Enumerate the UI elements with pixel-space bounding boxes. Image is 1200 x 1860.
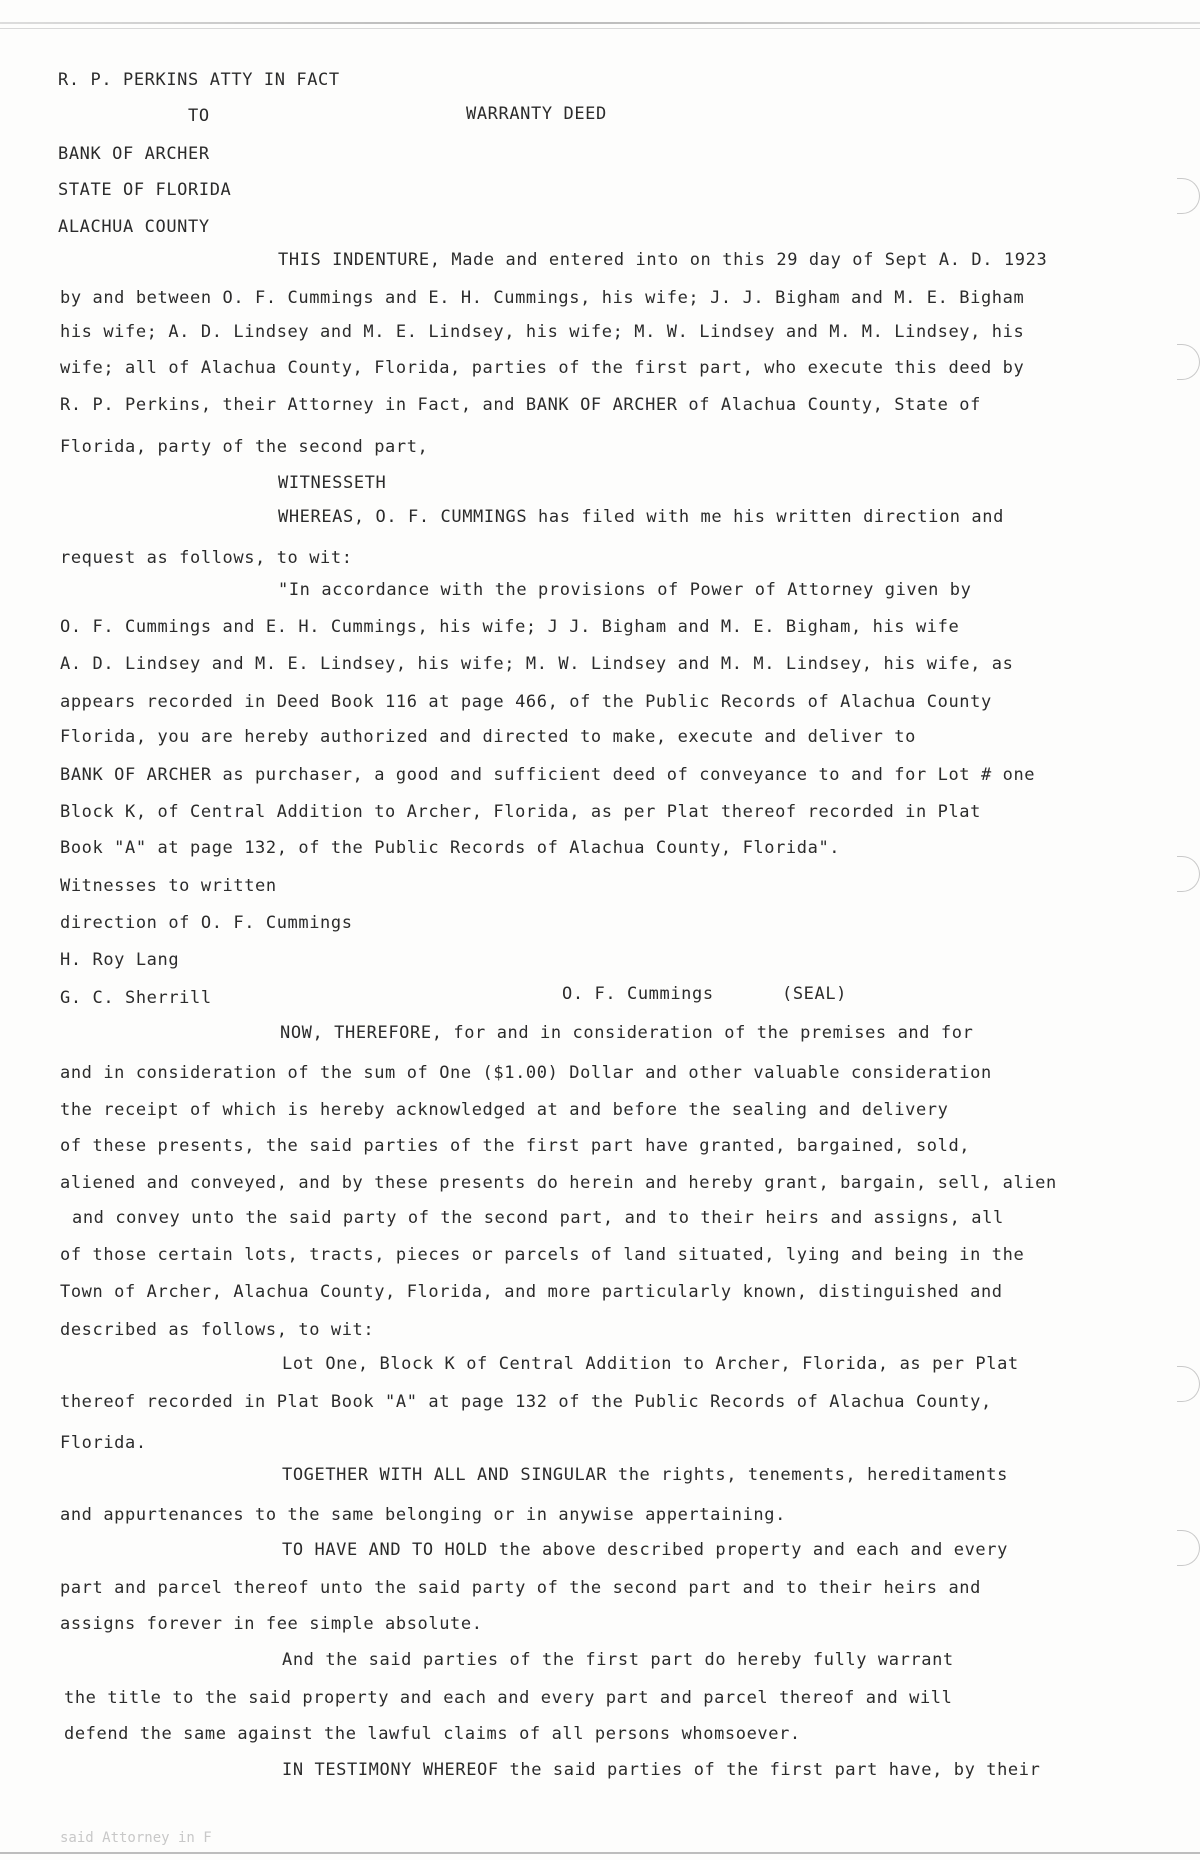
body-line: part and parcel thereof unto the said party of the second part and to their heirs and xyxy=(60,1578,981,1598)
body-line: IN TESTIMONY WHEREOF the said parties of the first part have, by their xyxy=(282,1760,1041,1780)
body-line: his wife; A. D. Lindsey and M. E. Lindsey, his wife; M. W. Lindsey and M. M. Lindsey, his xyxy=(60,322,1025,342)
body-line: Town of Archer, Alachua County, Florida, and more particularly known, distinguished and xyxy=(60,1282,1003,1302)
body-line: Florida, you are hereby authorized and directed to make, execute and deliver to xyxy=(60,727,916,747)
witness-label: Witnesses to written xyxy=(60,876,277,896)
body-line: A. D. Lindsey and M. E. Lindsey, his wife; M. W. Lindsey and M. M. Lindsey, his wife, as xyxy=(60,654,1014,674)
body-line: Florida. xyxy=(60,1433,147,1453)
page-bottom-edge xyxy=(0,1852,1200,1854)
state-heading: STATE OF FLORIDA xyxy=(58,180,232,200)
body-line: wife; all of Alachua County, Florida, parties of the first part, who execute this deed by xyxy=(60,358,1025,378)
page-top-edge-shadow xyxy=(0,28,1200,29)
body-line: the title to the said property and each and every part and parcel thereof and will xyxy=(64,1688,953,1708)
punch-hole xyxy=(1177,856,1200,892)
punch-hole xyxy=(1177,1530,1200,1566)
punch-hole xyxy=(1177,178,1200,214)
body-line: THIS INDENTURE, Made and entered into on this 29 day of Sept A. D. 1923 xyxy=(278,250,1048,270)
body-line: assigns forever in fee simple absolute. xyxy=(60,1614,483,1634)
body-line: WHEREAS, O. F. CUMMINGS has filed with me his written direction and xyxy=(278,507,1004,527)
deed-type-heading: WARRANTY DEED xyxy=(466,104,607,124)
faint-footer-text: said Attorney in F xyxy=(60,1830,212,1846)
body-line: request as follows, to wit: xyxy=(60,548,353,568)
page-top-edge xyxy=(0,22,1200,24)
to-heading: TO xyxy=(188,106,210,126)
body-line: BANK OF ARCHER as purchaser, a good and sufficient deed of conveyance to and for Lot # one xyxy=(60,765,1036,785)
body-line: TOGETHER WITH ALL AND SINGULAR the rights, tenements, hereditaments xyxy=(282,1465,1008,1485)
body-line: Lot One, Block K of Central Addition to Archer, Florida, as per Plat xyxy=(282,1354,1019,1374)
body-line: "In accordance with the provisions of Power of Attorney given by xyxy=(278,580,972,600)
county-heading: ALACHUA COUNTY xyxy=(58,217,210,237)
body-line: and convey unto the said party of the second part, and to their heirs and assigns, all xyxy=(72,1208,1004,1228)
punch-hole xyxy=(1177,1366,1200,1402)
body-line: TO HAVE AND TO HOLD the above described property and each and every xyxy=(282,1540,1008,1560)
body-line: Block K, of Central Addition to Archer, Florida, as per Plat thereof recorded in Plat xyxy=(60,802,981,822)
body-line: defend the same against the lawful claims of all persons whomsoever. xyxy=(64,1724,801,1744)
witnesseth-heading: WITNESSETH xyxy=(278,473,387,493)
body-line: and in consideration of the sum of One ($1.00) Dollar and other valuable consideration xyxy=(60,1063,992,1083)
witness-label: direction of O. F. Cummings xyxy=(60,913,353,933)
body-line: the receipt of which is hereby acknowledged at and before the sealing and delivery xyxy=(60,1100,949,1120)
body-line: O. F. Cummings and E. H. Cummings, his wife; J J. Bigham and M. E. Bigham, his wife xyxy=(60,617,960,637)
body-line: of these presents, the said parties of the first part have granted, bargained, sold, xyxy=(60,1136,971,1156)
punch-hole xyxy=(1177,344,1200,380)
body-line: appears recorded in Deed Book 116 at page 466, of the Public Records of Alachua County xyxy=(60,692,992,712)
seal-label: (SEAL) xyxy=(782,984,848,1004)
body-line: NOW, THEREFORE, for and in consideration of the premises and for xyxy=(280,1023,974,1043)
body-line: of those certain lots, tracts, pieces or parcels of land situated, lying and being in the xyxy=(60,1245,1025,1265)
body-line: Florida, party of the second part, xyxy=(60,437,429,457)
body-line: and appurtenances to the same belonging or in anywise appertaining. xyxy=(60,1505,786,1525)
body-line: Book "A" at page 132, of the Public Records of Alachua County, Florida". xyxy=(60,838,841,858)
body-line: described as follows, to wit: xyxy=(60,1320,375,1340)
witness-name: G. C. Sherrill xyxy=(60,988,212,1008)
grantor-heading: R. P. PERKINS ATTY IN FACT xyxy=(58,70,340,90)
grantee-heading: BANK OF ARCHER xyxy=(58,144,210,164)
body-line: by and between O. F. Cummings and E. H. Cummings, his wife; J. J. Bigham and M. E. Bigham xyxy=(60,288,1025,308)
body-line: aliened and conveyed, and by these presents do herein and hereby grant, bargain, sell, alien xyxy=(60,1173,1057,1193)
signature-name: O. F. Cummings xyxy=(562,984,714,1004)
body-line: And the said parties of the first part do hereby fully warrant xyxy=(282,1650,954,1670)
body-line: thereof recorded in Plat Book "A" at page 132 of the Public Records of Alachua County, xyxy=(60,1392,992,1412)
body-line: R. P. Perkins, their Attorney in Fact, and BANK OF ARCHER of Alachua County, State of xyxy=(60,395,981,415)
witness-name: H. Roy Lang xyxy=(60,950,180,970)
